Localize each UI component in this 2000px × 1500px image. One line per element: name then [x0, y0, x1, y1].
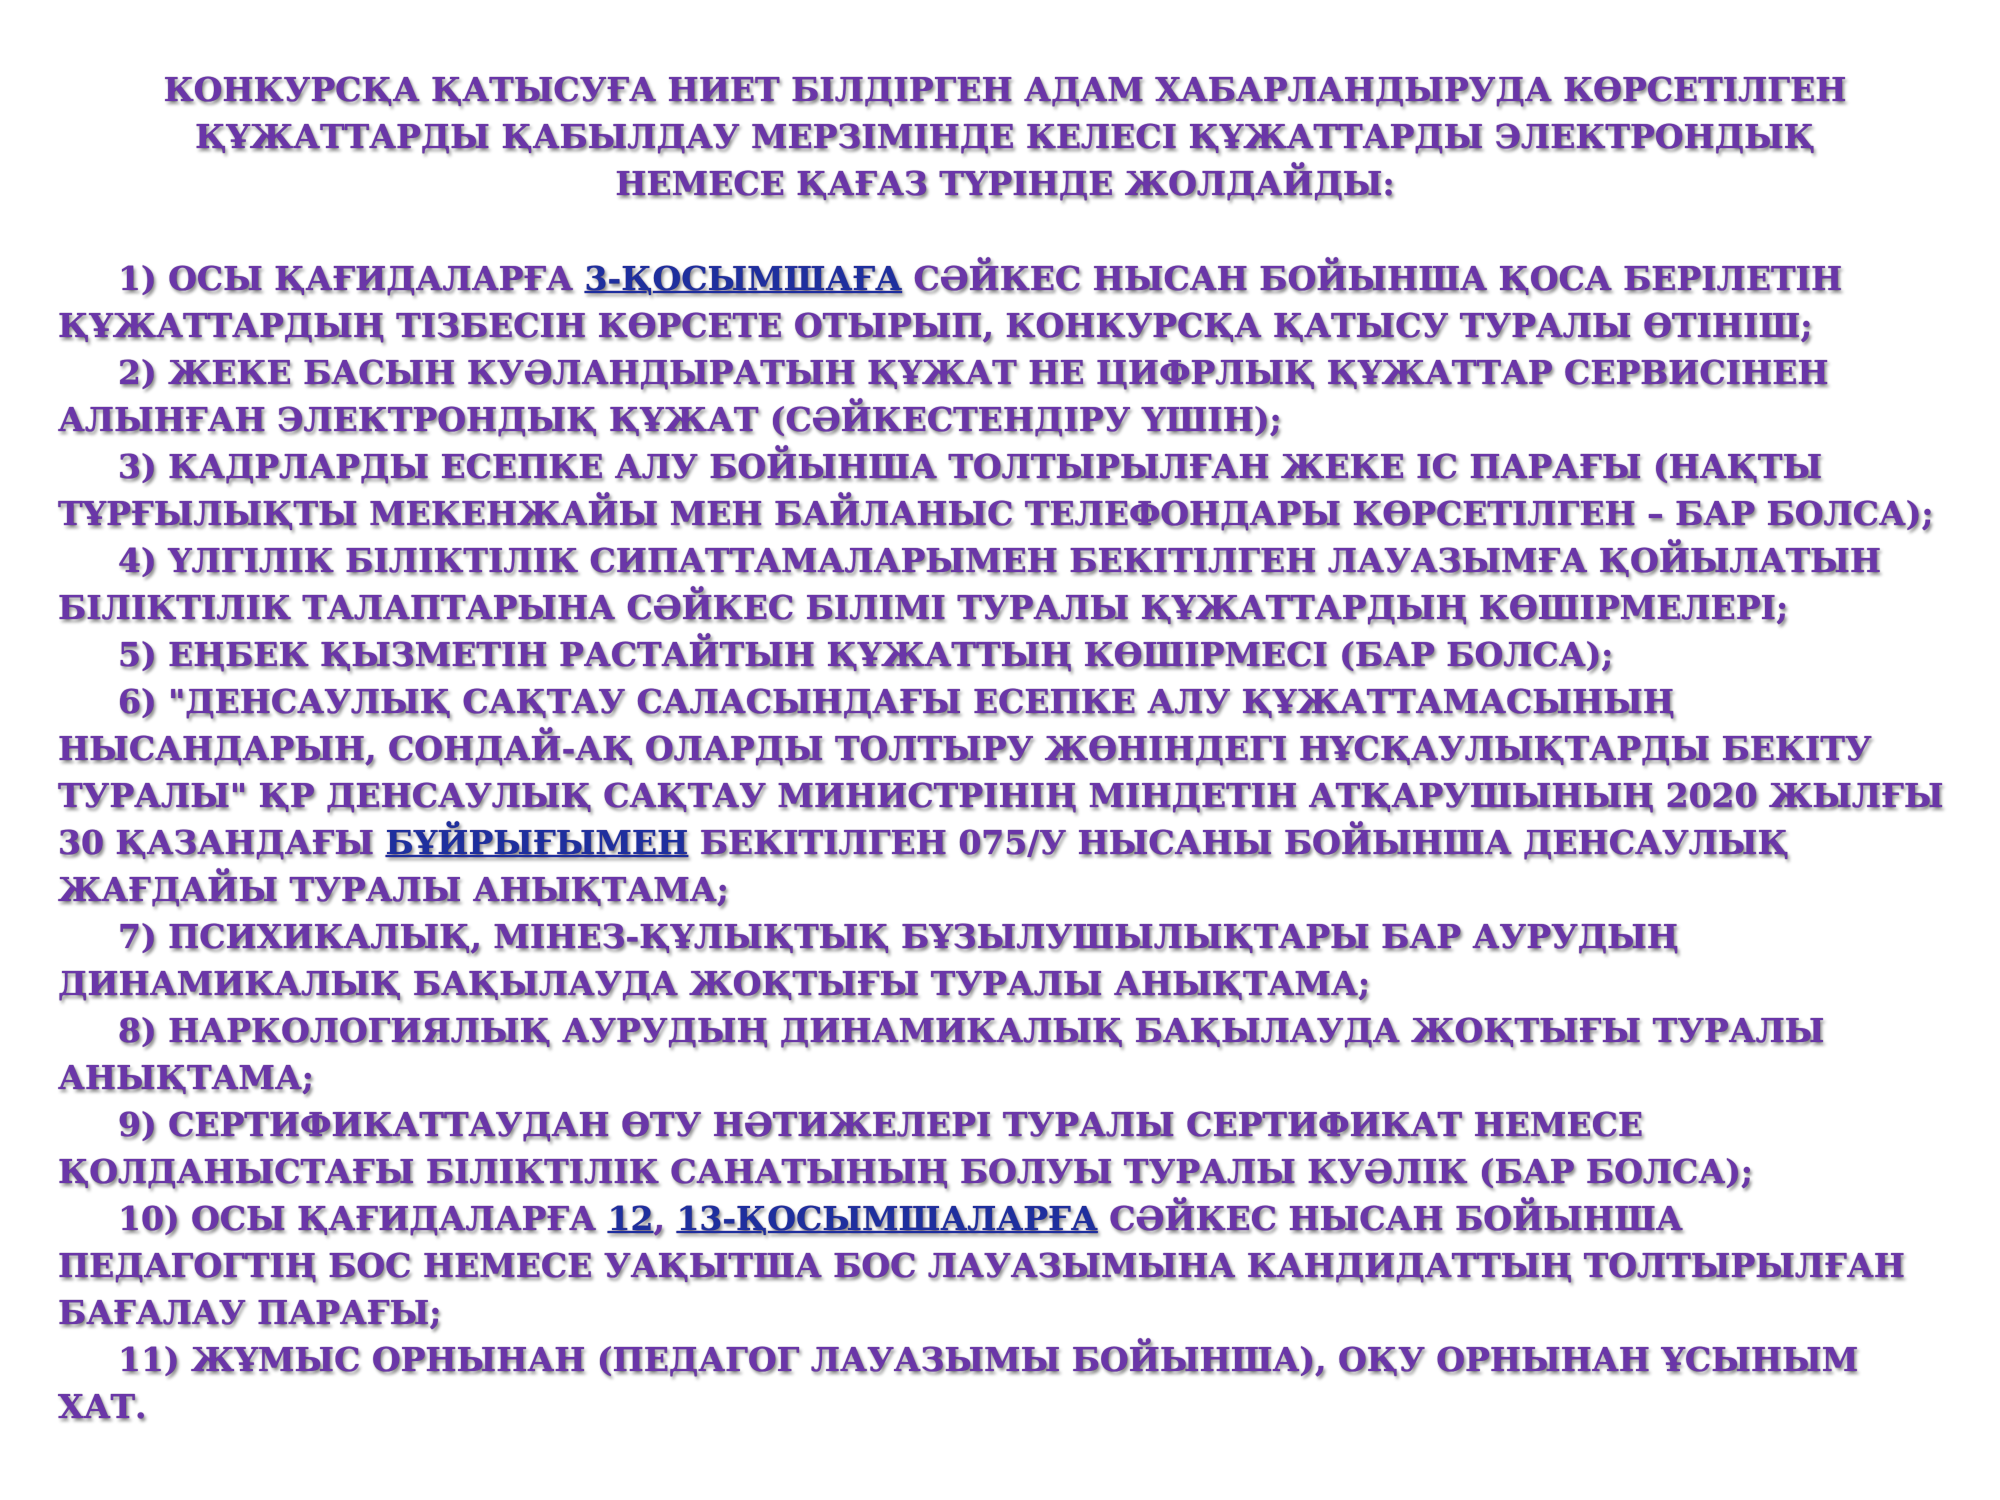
list-item-2: 2) ЖЕКЕ БАСЫН КУӘЛАНДЫРАТЫН ҚҰЖАТ НЕ ЦИФРЛЫҚ ҚҰЖАТТАР СЕРВИСІНЕН АЛЫНҒАН ЭЛЕКТРОНДЫҚ ҚҰЖАТ (СӘЙКЕСТЕНДІРУ ҮШІН);: [58, 353, 1829, 439]
list-item-5: 5) ЕҢБЕК ҚЫЗМЕТІН РАСТАЙТЫН ҚҰЖАТТЫҢ КӨШІРМЕСІ (БАР БОЛСА);: [118, 635, 1614, 674]
item-text: БЕКІТІЛГЕН 075/У НЫСАНЫ БОЙЫНША ДЕНСАУЛЫҚ ЖАҒДАЙЫ ТУРАЛЫ АНЫҚТАМА;: [58, 823, 1789, 909]
list-item-11: 11) ЖҰМЫС ОРНЫНАН (ПЕДАГОГ ЛАУАЗЫМЫ БОЙЫНША), ОҚУ ОРНЫНАН ҰСЫНЫМ ХАТ.: [58, 1340, 1859, 1426]
link-appendix-13[interactable]: 13-ҚОСЫМШАЛАРҒА: [676, 1199, 1098, 1238]
slide-heading: КОНКУРСҚА ҚАТЫСУҒА НИЕТ БІЛДІРГЕН АДАМ ХАБАРЛАНДЫРУДА КӨРСЕТІЛГЕН ҚҰЖАТТАРДЫ ҚАБЫЛДАУ МЕРЗІМІНДЕ КЕЛЕСІ ҚҰЖАТТАРДЫ ЭЛЕКТРОНДЫҚ НЕМЕСЕ ҚАҒАЗ ТҮРІНДЕ ЖОЛДАЙДЫ:: [163, 70, 1847, 203]
item-text: ,: [653, 1199, 677, 1238]
item-text: СӘЙКЕС НЫСАН БОЙЫНША ПЕДАГОГТІҢ БОС НЕМЕСЕ УАҚЫТША БОС ЛАУАЗЫМЫНА КАНДИДАТТЫҢ ТОЛТЫРЫЛҒАН БАҒАЛАУ ПАРАҒЫ;: [58, 1199, 1905, 1332]
item-text: 10) ОСЫ ҚАҒИДАЛАРҒА: [118, 1199, 608, 1238]
item-text: СӘЙКЕС НЫСАН БОЙЫНША ҚОСА БЕРІЛЕТІН ҚҰЖАТТАРДЫҢ ТІЗБЕСІН КӨРСЕТЕ ОТЫРЫП, КОНКУРСҚА ҚАТЫСУ ТУРАЛЫ ӨТІНІШ;: [58, 259, 1843, 345]
link-order[interactable]: БҰЙРЫҒЫМЕН: [385, 823, 689, 862]
list-item-9: 9) СЕРТИФИКАТТАУДАН ӨТУ НӘТИЖЕЛЕРІ ТУРАЛЫ СЕРТИФИКАТ НЕМЕСЕ ҚОЛДАНЫСТАҒЫ БІЛІКТІЛІК САНАТЫНЫҢ БОЛУЫ ТУРАЛЫ КУӘЛІК (БАР БОЛСА);: [58, 1105, 1753, 1191]
list-item-4: 4) ҮЛГІЛІК БІЛІКТІЛІК СИПАТТАМАЛАРЫМЕН БЕКІТІЛГЕН ЛАУАЗЫМҒА ҚОЙЫЛАТЫН БІЛІКТІЛІК ТАЛАПТАРЫНА СӘЙКЕС БІЛІМІ ТУРАЛЫ ҚҰЖАТТАРДЫҢ КӨШІРМЕЛЕРІ;: [58, 541, 1882, 627]
item-text: 6) "ДЕНСАУЛЫҚ САҚТАУ САЛАСЫНДАҒЫ ЕСЕПКЕ АЛУ ҚҰЖАТТАМАСЫНЫҢ НЫСАНДАРЫН, СОНДАЙ-АҚ ОЛАРДЫ ТОЛТЫРУ ЖӨНІНДЕГІ НҰСҚАУЛЫҚТАРДЫ БЕКІТУ ТУРАЛЫ" ҚР ДЕНСАУЛЫҚ САҚТАУ МИНИСТРІНІҢ МІНДЕТІН АТҚАРУШЫНЫҢ 2020 ЖЫЛҒЫ 30 ҚАЗАНДАҒЫ: [58, 682, 1944, 862]
link-appendix-12[interactable]: 12: [607, 1199, 654, 1238]
list-item-7: 7) ПСИХИКАЛЫҚ, МІНЕЗ-ҚҰЛЫҚТЫҚ БҰЗЫЛУШЫЛЫҚТАРЫ БАР АУРУДЫҢ ДИНАМИКАЛЫҚ БАҚЫЛАУДА ЖОҚТЫҒЫ ТУРАЛЫ АНЫҚТАМА;: [58, 917, 1679, 1003]
list-item-10: [58, 1195, 1952, 1336]
item-text: 1) ОСЫ ҚАҒИДАЛАРҒА: [118, 259, 585, 298]
list-item-3: 3) КАДРЛАРДЫ ЕСЕПКЕ АЛУ БОЙЫНША ТОЛТЫРЫЛҒАН ЖЕКЕ ІС ПАРАҒЫ (НАҚТЫ ТҰРҒЫЛЫҚТЫ МЕКЕНЖАЙЫ МЕН БАЙЛАНЫС ТЕЛЕФОНДАРЫ КӨРСЕТІЛГЕН – БАР БОЛСА);: [58, 447, 1934, 533]
list-item-1: [58, 255, 1952, 349]
list-item-8: 8) НАРКОЛОГИЯЛЫҚ АУРУДЫҢ ДИНАМИКАЛЫҚ БАҚЫЛАУДА ЖОҚТЫҒЫ ТУРАЛЫ АНЫҚТАМА;: [58, 1011, 1825, 1097]
link-appendix-3[interactable]: 3-ҚОСЫМШАҒА: [584, 259, 903, 298]
list-item-6: [58, 678, 1952, 913]
